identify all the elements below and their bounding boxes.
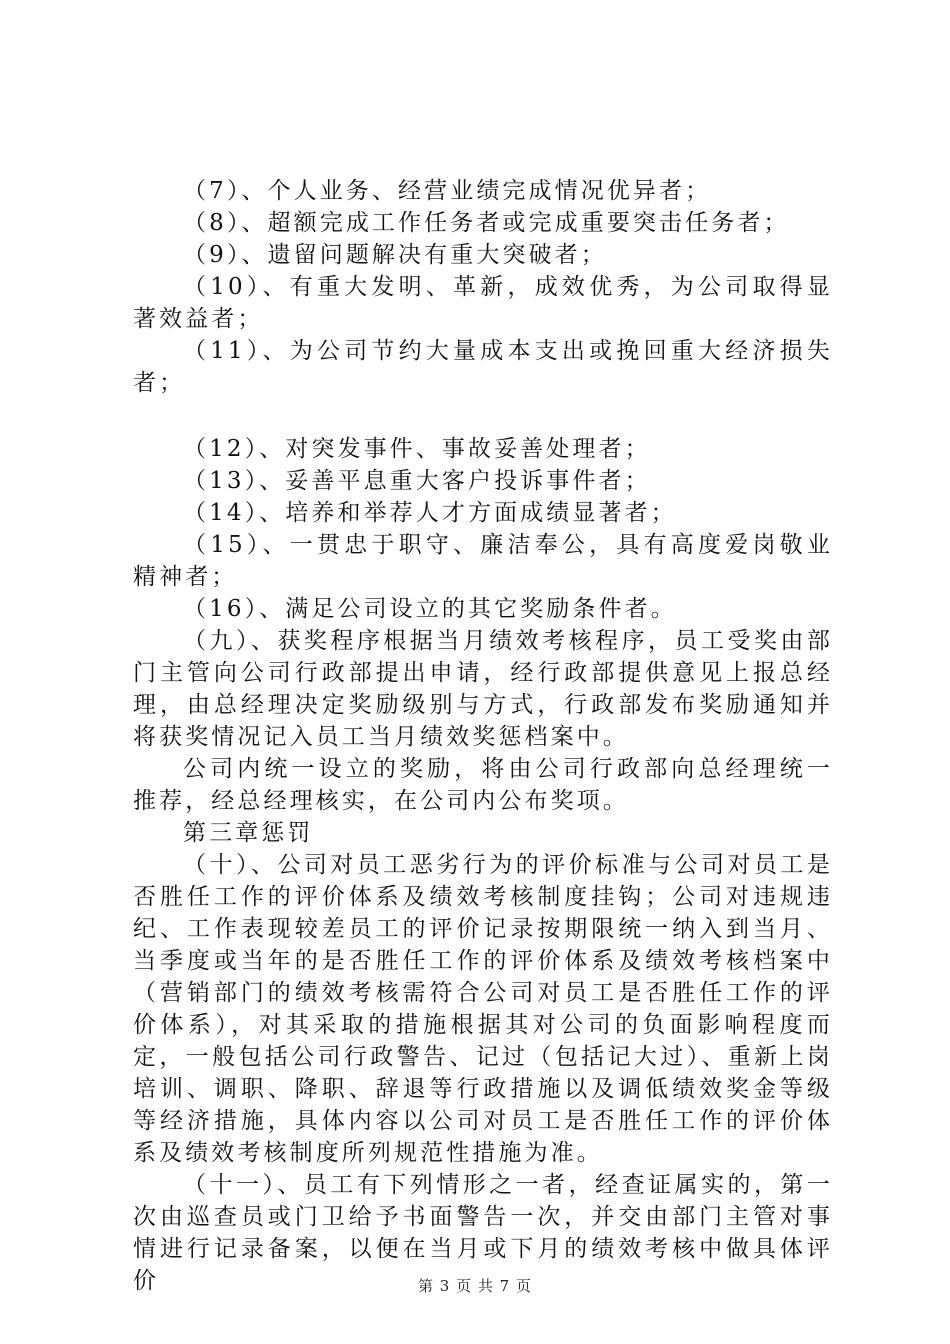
paragraph-item-14: （14）、培养和举荐人才方面成绩显著者； <box>183 500 677 526</box>
paragraph-award-procedure: （九）、获奖程序根据当月绩效考核程序，员工受奖由部门主管向公司行政部提出申请，经行政部提供意见上报总经理，由总经理决定奖励级别与方式，行政部发布奖励通知并将获奖情况记入员工当月绩效奖惩档案中。 <box>133 628 833 750</box>
paragraph-item-15: （15）、一贯忠于职守、廉洁奉公，具有高度爱岗敬业精神者； <box>133 532 833 590</box>
paragraph-penalty-standard: （十）、公司对员工恶劣行为的评价标准与公司对员工是否胜任工作的评价体系及绩效考核制度挂钩；公司对违规违纪、工作表现较差员工的评价记录按期限统一纳入到当月、当季度或当年的是否胜任工作的评价体系及绩效考核档案中（营销部门的绩效考核需符合公司对员工是否胜任工作的评价体系），对其采取的措施根据其对公司的负面影响程度而定，一般包括公司行政警告、记过（包括记大过）、重新上岗培训、调职、降职、辞退等行政措施以及调低绩效奖金等级等经济措施，具体内容以公司对员工是否胜任工作的评价体系及绩效考核制度所列规范性措施为准。 <box>133 852 833 1166</box>
chapter-heading: 第三章惩罚 <box>183 820 314 846</box>
paragraph-item-11: （11）、为公司节约大量成本支出或挽回重大经济损失者； <box>133 338 833 396</box>
paragraph-item-12: （12）、对突发事件、事故妥善处理者； <box>183 436 651 462</box>
paragraph-item-9: （9）、遗留问题解决有重大突破者； <box>183 242 607 268</box>
paragraph-item-16: （16）、满足公司设立的其它奖励条件者。 <box>183 596 677 622</box>
page-number-footer: 第 3 页 共 7 页 <box>418 1277 532 1295</box>
document-body <box>133 175 833 1297</box>
paragraph-item-8: （8）、超额完成工作任务者或完成重要突击任务者； <box>183 210 790 236</box>
paragraph-item-10: （10）、有重大发明、革新，成效优秀，为公司取得显著效益者； <box>133 274 833 332</box>
paragraph-item-7: （7）、个人业务、经营业绩完成情况优异者； <box>183 178 712 204</box>
paragraph-penalty-cases: （十一）、员工有下列情形之一者，经查证属实的，第一次由巡查员或门卫给予书面警告一次，并交由部门主管对事情进行记录备案，以便在当月或下月的绩效考核中做具体评价 <box>133 1172 833 1294</box>
paragraph-spacer <box>133 399 833 433</box>
paragraph-company-awards: 公司内统一设立的奖励，将由公司行政部向总经理统一推荐，经总经理核实，在公司内公布奖项。 <box>133 756 833 814</box>
paragraph-item-13: （13）、妥善平息重大客户投诉事件者； <box>183 468 651 494</box>
